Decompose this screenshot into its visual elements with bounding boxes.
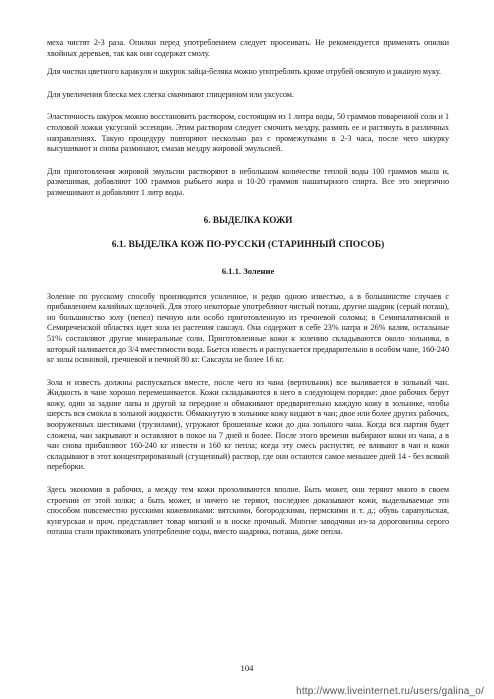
subsection-title: 6.1. ВЫДЕЛКА КОЖ ПО-РУССКИ (СТАРИННЫЙ СПОСОБ): [111, 238, 385, 250]
watermark-url: http://www.liveinternet.ru/users/galina_o/: [296, 686, 484, 697]
page-number: 104: [240, 663, 254, 673]
paragraph: Здесь экономия в рабочих, а между тем кожи прозоливаются вполне. Быть может, они теряют много в своем строении от этой золки; а быть может, и ничего не теряют, последнее доказывают кожи, выделываемые эти способом повсеместно русскими кожевниками: вятскими, богородскими, пермскими и т. д.; обувь сарапульская, кунгурская и проч. представляет товар мягкий и в носке прочный. Многие заводчики из-за дороговизны серого поташа стали практиковать употребление соды, вместо шадрика, поташа, даже пепла.: [47, 485, 449, 537]
paragraph: Для приготовления жировой эмульсии растворяют в небольшом количестве теплой воды 100 граммов мыла и, размешивая, добавляют 100 граммов рыбьего жира и 10-20 граммов нашатырного спирта. Все это энергично размешивают и добавляют 1 литр воды.: [47, 166, 449, 197]
paragraph: Зола и известь должны распускаться вместе, после чего из чана (вертильник) все выливается в зольный чан. Жидкость в чане хорошо перемешивается. Кожи складываются в него в следующем порядке: двое рабочих берут кожу, один за задние лапы и другой за передние и обмакивают предварительно каждую кожу в зольнике, чтобы шерсть вся смокла в зольной жидкости. Обмакнутую в зольнике кожу кидают в чан; двое или более других рабочих, вооруженных шестиками (трузилами), угружают брошенные кожи до дна зольного чана. Когда вся партия будет сложена, чан закрывают и оставляют в покое на 7 дней и более. После этого времени выбирают кожи из чана, а в чан снова прибавляют 160-240 кг извести и 160 кг пепла; когда эту смесь распустят, ее вливают в чан и кожи складывают в этот концентрированный (сгущенный) раствор, где они остаются самое меньшее дней 14 - без всякой переборки.: [47, 377, 449, 472]
paragraph: Золение по русскому способу производится усиленное, и редко одною известью, а в большинстве случаев с прибавлением калийных щелочей. Для этого некоторые употребляют чистый поташ, другие шадрик (серый поташ), но большинство золу (пепел) печную или особо приготовленную из гречневой соломы; в Семипалатинской и Семиреченской областях идет зола из растения саксаул. Она содержит в себе 23% натра и 26% калия, остальные 51% составляют другие минеральные соли. Приготовленные кожи к золению складываются около зольника, в который наливается до 3/4 вместимости вода. Бьется известь и распускается предварительно в особом чане, 160-240 кг золы осиновой, гречневой и печной 80 кг. Саксаула не более 16 кг.: [47, 291, 449, 365]
paragraph: Для чистки цветного каракуля и шкурок зайца-беляка можно употреблять кроме отрубей овсяную и ржаную муку.: [47, 67, 441, 77]
paragraph: Эластичность шкурок можно восстановить раствором, состоящим из 1 литра воды, 50 граммов поваренной соли и 1 столовой ложки уксусной эссенции. Этим раствором следует смочить мездру, размять ее и растянуть в различных направлениях. Такую процедуру повторяют несколько раз с промежутками в 2-3 часа, после чего шкурку высушивают и снова разминают, смазав мездру жировой эмульсией.: [47, 112, 449, 154]
paragraph: меха чистят 2-3 раза. Опилки перед употреблением следует просеивать. Не рекомендуется применять опилки хвойных деревьев, так как они содержат смолу.: [47, 38, 449, 58]
section-title: 6. ВЫДЕЛКА КОЖИ: [203, 214, 293, 225]
paragraph: Для увеличения блеска мех слегка смачивают глицерином или уксусом.: [47, 89, 294, 99]
document-page: [47, 38, 449, 550]
subsubsection-title: 6.1.1. Золение: [221, 265, 275, 276]
